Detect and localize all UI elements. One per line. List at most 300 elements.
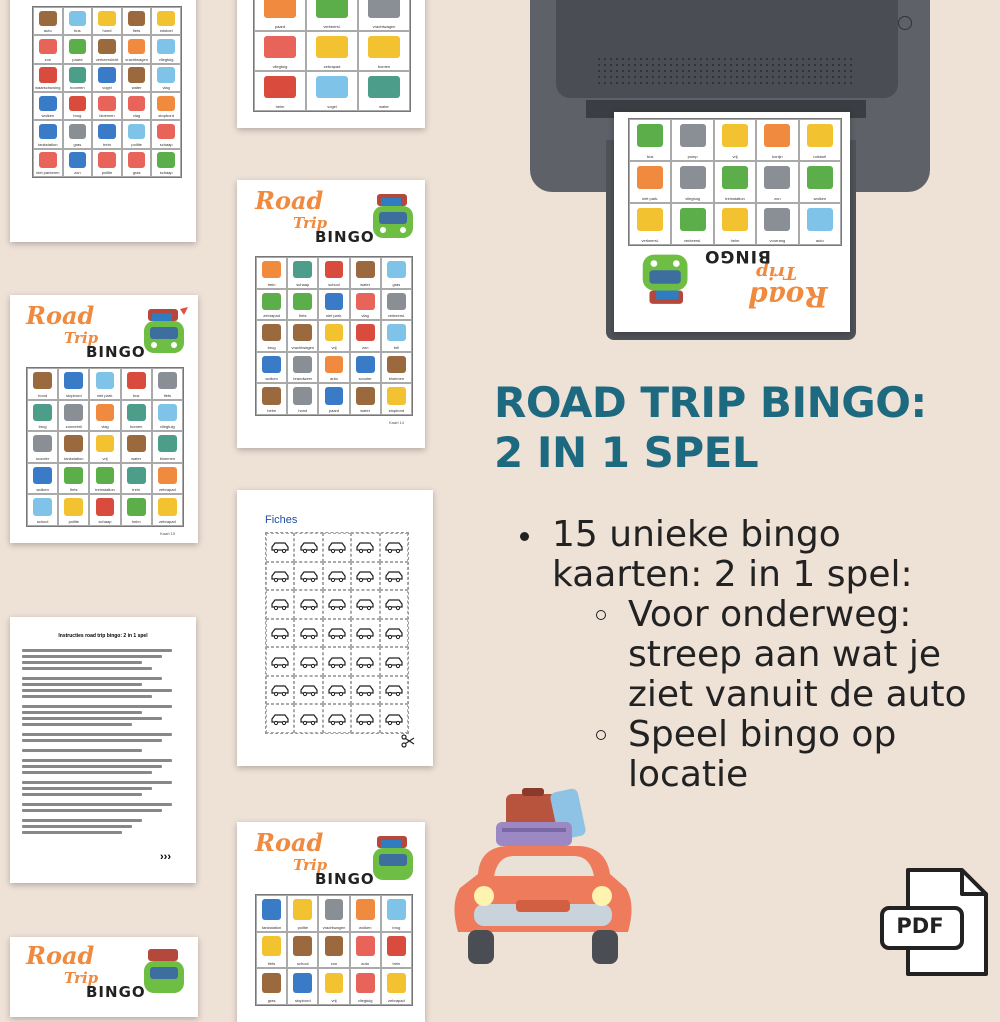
bingo-cell — [254, 0, 306, 31]
bingo-picture-icon — [157, 152, 175, 167]
bingo-picture-icon — [158, 404, 177, 421]
bingo-cell-label: auto — [43, 28, 52, 34]
car-outline-icon — [355, 655, 375, 669]
bingo-picture-icon — [356, 387, 375, 404]
bingo-cell-label: niet park. — [96, 392, 114, 398]
bingo-cell-label: schaap — [159, 141, 173, 147]
bingo-picture-icon — [680, 208, 706, 231]
car-outline-icon — [270, 569, 290, 583]
instructions-page — [10, 617, 196, 883]
bingo-picture-icon — [764, 166, 790, 189]
bingo-cell — [58, 400, 89, 432]
bullet-circle-icon — [596, 730, 606, 740]
bingo-picture-icon — [807, 124, 833, 147]
bingo-cell-label: water — [360, 281, 371, 287]
bingo-picture-icon — [127, 467, 146, 484]
bingo-cell-label: water — [360, 408, 371, 413]
bingo-picture-icon — [356, 324, 375, 341]
bingo-cell-label: vrachtwagen — [372, 24, 396, 29]
bingo-picture-icon — [356, 293, 375, 310]
car-outline-icon — [384, 540, 404, 554]
bingo-picture-icon — [264, 0, 296, 18]
bingo-cell — [58, 431, 89, 463]
bingo-cell-label: vogel — [102, 85, 112, 90]
bingo-picture-icon — [368, 0, 400, 18]
bingo-cell — [63, 92, 93, 120]
bingo-picture-icon — [264, 36, 296, 58]
car-outline-icon — [327, 569, 347, 583]
headline-line-2: 2 IN 1 SPEL — [494, 428, 759, 477]
bingo-cell — [92, 149, 122, 177]
bingo-picture-icon — [69, 39, 87, 54]
bingo-cell-label: verkeersl. — [641, 238, 659, 243]
bingo-grid — [255, 256, 413, 416]
bingo-cell-label: wolken — [36, 487, 49, 493]
bingo-picture-icon — [356, 261, 375, 278]
bingo-cell — [58, 494, 89, 526]
bingo-cell — [671, 161, 713, 203]
bingo-picture-icon — [356, 356, 375, 373]
bingo-cell-label: wolken — [358, 924, 372, 930]
bingo-picture-icon — [387, 936, 406, 956]
bingo-cell-label: zebrapad — [159, 487, 176, 493]
bingo-cell — [629, 203, 671, 245]
bingo-cell-label: brug — [392, 924, 401, 930]
fiche-token — [323, 590, 351, 619]
bingo-cell — [58, 463, 89, 495]
logo-road-text: Road — [26, 941, 95, 970]
bingo-cell — [256, 289, 287, 321]
bingo-cell-label: gras — [392, 281, 401, 287]
bingo-cell — [287, 968, 318, 1005]
bingo-cell — [350, 257, 381, 289]
bingo-cell — [350, 932, 381, 969]
bingo-picture-icon — [325, 324, 344, 341]
bingo-picture-icon — [39, 152, 57, 167]
bingo-cell-label: zebrapad — [159, 519, 176, 524]
bingo-cell-label: fiets — [70, 487, 78, 493]
bingo-picture-icon — [33, 404, 52, 421]
bingo-cell-label: bril — [393, 344, 400, 350]
bingo-picture-icon — [387, 261, 406, 278]
fiche-token — [266, 562, 294, 591]
car-outline-icon — [270, 655, 290, 669]
bullet-sub-2 — [518, 715, 968, 795]
bingo-cell — [306, 0, 358, 31]
car-outline-icon — [299, 683, 319, 697]
scissors-icon — [401, 734, 415, 748]
logo-bingo-text: BINGO — [704, 246, 771, 266]
bingo-cell-label: wolken — [41, 113, 55, 119]
bingo-cell — [33, 7, 63, 35]
instruction-line — [22, 677, 162, 680]
bingo-cell — [318, 895, 349, 932]
bingo-picture-icon — [157, 39, 175, 54]
bingo-cell — [122, 7, 152, 35]
car-outline-icon — [299, 626, 319, 640]
bingo-picture-icon — [69, 67, 87, 82]
bingo-card-page-15 — [10, 295, 198, 543]
bingo-cell — [287, 257, 318, 289]
fiche-token — [323, 533, 351, 562]
bingo-cell-label: vrachtwagen — [291, 344, 315, 350]
bingo-cell-label: helm — [267, 408, 276, 413]
bingo-cell-label: helm — [275, 104, 285, 109]
bingo-picture-icon — [262, 936, 281, 956]
bingo-picture-icon — [64, 467, 83, 484]
bingo-cell-label: school — [328, 281, 340, 287]
bingo-cell-label: politie — [131, 141, 142, 147]
bingo-cell — [256, 383, 287, 415]
car-outline-icon — [327, 655, 347, 669]
bingo-cell-label: fiets — [132, 28, 141, 34]
bingo-cell — [63, 64, 93, 92]
bingo-cell-label: school — [36, 519, 49, 524]
fiche-token — [294, 704, 322, 733]
bingo-cell — [256, 895, 287, 932]
bingo-picture-icon — [293, 356, 312, 373]
bingo-picture-icon — [127, 372, 146, 389]
bingo-cell-label: zebrapad — [323, 64, 341, 69]
bingo-cell-label: zon — [74, 170, 81, 175]
bingo-cell — [714, 203, 756, 245]
bingo-cell-label: bomen — [130, 424, 143, 430]
bingo-cell-label: hond — [102, 28, 112, 34]
bingo-picture-icon — [722, 208, 748, 231]
car-outline-icon — [384, 655, 404, 669]
fiche-token — [294, 647, 322, 676]
bingo-cell — [381, 289, 412, 321]
bingo-cell-label: vliegtuig — [357, 998, 373, 1003]
bingo-cell-label: politie — [101, 170, 113, 175]
bingo-picture-icon — [33, 372, 52, 389]
card-number-label: Kaart 15 — [160, 531, 176, 536]
red-car-with-luggage-icon — [450, 784, 636, 974]
bingo-cell — [350, 320, 381, 352]
bingo-picture-icon — [98, 152, 116, 167]
bingo-cell-label: politie — [297, 924, 309, 930]
bingo-cell-label: auto — [330, 376, 338, 382]
bingo-picture-icon — [39, 39, 57, 54]
bingo-picture-icon — [158, 372, 177, 389]
bingo-picture-icon — [262, 356, 281, 373]
bingo-cell-label: fiets — [299, 313, 307, 319]
bingo-cell — [350, 968, 381, 1005]
printer-power-button — [898, 16, 912, 30]
bingo-cell-label: water — [131, 85, 142, 90]
bingo-cell-label: trein — [267, 281, 276, 287]
bingo-cell-label: konijn — [772, 154, 783, 159]
car-outline-icon — [327, 540, 347, 554]
instruction-line — [22, 661, 142, 664]
bingo-cell-label: trein — [392, 961, 401, 967]
fiche-token — [266, 590, 294, 619]
feature-list — [518, 515, 968, 795]
instruction-line — [22, 723, 132, 726]
bingo-cell — [33, 120, 63, 148]
car-outline-icon — [270, 626, 290, 640]
bingo-picture-icon — [293, 899, 312, 919]
bingo-cell-label: niet park. — [641, 196, 659, 201]
car-outline-icon — [270, 597, 290, 611]
bingo-picture-icon — [293, 293, 312, 310]
bingo-picture-icon — [316, 76, 348, 98]
bingo-picture-icon — [128, 11, 146, 26]
bingo-cell — [151, 7, 181, 35]
car-outline-icon — [299, 597, 319, 611]
logo-bingo-text: BINGO — [315, 228, 375, 246]
bingo-cell — [256, 968, 287, 1005]
bingo-cell — [306, 71, 358, 111]
fiche-token — [380, 647, 408, 676]
bingo-picture-icon — [96, 372, 115, 389]
bingo-picture-icon — [356, 899, 375, 919]
car-outline-icon — [384, 712, 404, 726]
bingo-cell — [254, 31, 306, 71]
bingo-cell — [152, 494, 183, 526]
bingo-picture-icon — [356, 973, 375, 993]
fiche-token — [323, 647, 351, 676]
instruction-line — [22, 771, 152, 774]
card-number-label: Kaart 14 — [389, 420, 405, 425]
car-outline-icon — [327, 712, 347, 726]
bingo-cell-label: gras — [267, 998, 276, 1003]
bingo-picture-icon — [293, 261, 312, 278]
bingo-picture-icon — [64, 372, 83, 389]
bingo-cell — [121, 400, 152, 432]
bingo-picture-icon — [64, 435, 83, 452]
fiche-token — [351, 562, 379, 591]
green-car-icon — [140, 307, 190, 359]
bingo-grid — [32, 6, 182, 178]
bingo-cell-label: bloemen — [388, 376, 405, 382]
instruction-line — [22, 649, 172, 652]
bullet-sub-1-text: Voor onderweg: streep aan wat je ziet vanuit de auto — [628, 594, 967, 715]
logo-trip-text: Trip — [293, 214, 328, 232]
bingo-cell-label: bus — [646, 154, 654, 159]
bingo-cell — [89, 400, 120, 432]
fiche-token — [351, 676, 379, 705]
bingo-card-page-bottomleft — [10, 937, 198, 1017]
bingo-picture-icon — [158, 435, 177, 452]
bingo-cell-label: zon — [330, 961, 338, 967]
fiche-token — [266, 647, 294, 676]
bingo-cell — [358, 31, 410, 71]
logo-trip-text: Trip — [756, 262, 797, 283]
bingo-picture-icon — [158, 498, 177, 515]
bingo-cell-label: stopbord — [66, 392, 82, 398]
bingo-cell-label: verkeersl. — [387, 313, 406, 319]
fiche-token — [351, 647, 379, 676]
printed-bingo-card — [614, 112, 850, 332]
green-car-icon — [369, 190, 419, 246]
bingo-picture-icon — [262, 387, 281, 404]
bingo-cell-label: paard — [274, 24, 286, 29]
bingo-cell — [27, 463, 58, 495]
bingo-picture-icon — [262, 293, 281, 310]
bingo-picture-icon — [127, 498, 146, 515]
bingo-cell — [89, 431, 120, 463]
bingo-picture-icon — [325, 356, 344, 373]
fiche-token — [294, 590, 322, 619]
bingo-cell-label: vliegtuig — [158, 56, 174, 62]
car-outline-icon — [270, 712, 290, 726]
bingo-cell-label: vliegtuig — [272, 64, 288, 69]
bingo-cell-label: wolken — [813, 196, 827, 201]
bingo-cell — [381, 968, 412, 1005]
bingo-cell — [121, 431, 152, 463]
fiche-token — [294, 619, 322, 648]
logo-road-text: Road — [255, 186, 324, 215]
bingo-cell-label: vlag — [361, 313, 369, 319]
bingo-cell — [89, 368, 120, 400]
bingo-picture-icon — [157, 96, 175, 111]
bingo-picture-icon — [293, 973, 312, 993]
bingo-cell-label: vrachtwagen — [322, 924, 346, 930]
bingo-cell — [671, 119, 713, 161]
logo-road-text: Road — [26, 301, 95, 330]
bingo-cell-label: zonnebril — [65, 424, 82, 430]
bingo-picture-icon — [637, 124, 663, 147]
bingo-picture-icon — [325, 387, 344, 404]
instruction-line — [22, 733, 172, 736]
bingo-cell-label: gras — [132, 170, 141, 175]
bingo-card-page-14 — [237, 180, 425, 448]
bingo-cell — [92, 120, 122, 148]
bingo-picture-icon — [807, 166, 833, 189]
instruction-line — [22, 793, 142, 796]
bingo-cell-label: zebrapad — [263, 313, 280, 319]
bingo-cell — [27, 400, 58, 432]
car-outline-icon — [384, 626, 404, 640]
instruction-line — [22, 749, 142, 752]
bingo-cell — [256, 932, 287, 969]
bingo-picture-icon — [128, 152, 146, 167]
bingo-picture-icon — [33, 498, 52, 515]
fiche-token — [323, 562, 351, 591]
bingo-cell-label: scooter — [36, 455, 50, 461]
bingo-cell — [799, 161, 841, 203]
bingo-cell — [33, 64, 63, 92]
bingo-cell — [714, 161, 756, 203]
bingo-cell — [350, 895, 381, 932]
bingo-cell-label: niet parkeren — [36, 170, 60, 175]
fiche-token — [323, 619, 351, 648]
bingo-cell — [381, 352, 412, 384]
instruction-line — [22, 787, 152, 790]
bingo-picture-icon — [325, 293, 344, 310]
bingo-picture-icon — [637, 166, 663, 189]
car-outline-icon — [355, 540, 375, 554]
bingo-cell-label: verkeerslicht — [95, 56, 119, 62]
bingo-picture-icon — [96, 467, 115, 484]
fiche-token — [380, 676, 408, 705]
bingo-cell-label: hond — [298, 408, 308, 413]
bingo-cell — [306, 31, 358, 71]
bingo-cell-label: gras — [73, 141, 82, 147]
bingo-picture-icon — [807, 208, 833, 231]
instruction-line — [22, 711, 142, 714]
bingo-cell-label: stopbord — [295, 998, 311, 1003]
bingo-cell — [254, 71, 306, 111]
bingo-cell-label: vlag — [162, 85, 170, 90]
bingo-picture-icon — [325, 936, 344, 956]
bingo-cell — [714, 119, 756, 161]
bingo-picture-icon — [69, 11, 87, 26]
fiche-token — [294, 562, 322, 591]
bingo-cell — [799, 203, 841, 245]
bingo-cell — [287, 289, 318, 321]
bingo-cell — [152, 400, 183, 432]
bingo-picture-icon — [33, 467, 52, 484]
bingo-cell-label: brug — [73, 113, 82, 119]
bingo-cell-label: auto — [361, 961, 370, 967]
bingo-grid — [628, 118, 842, 246]
instruction-line — [22, 765, 162, 768]
bingo-cell — [629, 119, 671, 161]
bingo-picture-icon — [128, 124, 146, 139]
bingo-picture-icon — [128, 67, 146, 82]
bingo-picture-icon — [387, 356, 406, 373]
bingo-cell — [287, 383, 318, 415]
logo-bingo-text: BINGO — [315, 870, 375, 888]
printer-illustration — [526, 0, 934, 340]
logo-bingo-text: BINGO — [86, 983, 146, 1001]
bingo-cell — [63, 35, 93, 63]
bingo-cell — [121, 463, 152, 495]
bingo-cell — [89, 463, 120, 495]
green-car-icon — [369, 832, 419, 888]
bullet-dot-icon — [520, 532, 529, 541]
bingo-cell-label: hond — [38, 392, 48, 398]
bingo-cell — [152, 463, 183, 495]
instruction-line — [22, 825, 132, 828]
bingo-cell — [381, 257, 412, 289]
bingo-picture-icon — [293, 387, 312, 404]
bingo-cell — [671, 203, 713, 245]
instruction-line — [22, 655, 162, 658]
car-outline-icon — [355, 683, 375, 697]
bingo-cell-label: rolstoel — [159, 28, 173, 34]
bingo-cell-label: fiets — [267, 961, 276, 967]
fiche-token — [351, 533, 379, 562]
car-outline-icon — [384, 597, 404, 611]
bingo-cell — [318, 968, 349, 1005]
bingo-picture-icon — [264, 76, 296, 98]
instruction-line — [22, 667, 152, 670]
bingo-cell-label: water — [379, 104, 389, 109]
bingo-picture-icon — [293, 936, 312, 956]
bingo-cell — [92, 7, 122, 35]
bingo-cell — [381, 320, 412, 352]
instructions-title: Instructies road trip bingo: 2 in 1 spel — [58, 633, 148, 639]
bingo-picture-icon — [764, 124, 790, 147]
bingo-cell-label: trein — [103, 141, 111, 147]
car-outline-icon — [384, 683, 404, 697]
bingo-picture-icon — [262, 899, 281, 919]
bingo-picture-icon — [722, 166, 748, 189]
green-car-icon — [636, 246, 692, 308]
bingo-cell — [151, 120, 181, 148]
bingo-picture-icon — [262, 324, 281, 341]
fiches-page — [237, 490, 433, 766]
bingo-grid — [255, 894, 413, 1006]
bingo-card-page-bottomcenter — [237, 822, 425, 1022]
fiche-token — [380, 533, 408, 562]
bingo-cell — [122, 149, 152, 177]
bingo-picture-icon — [722, 124, 748, 147]
car-outline-icon — [270, 540, 290, 554]
